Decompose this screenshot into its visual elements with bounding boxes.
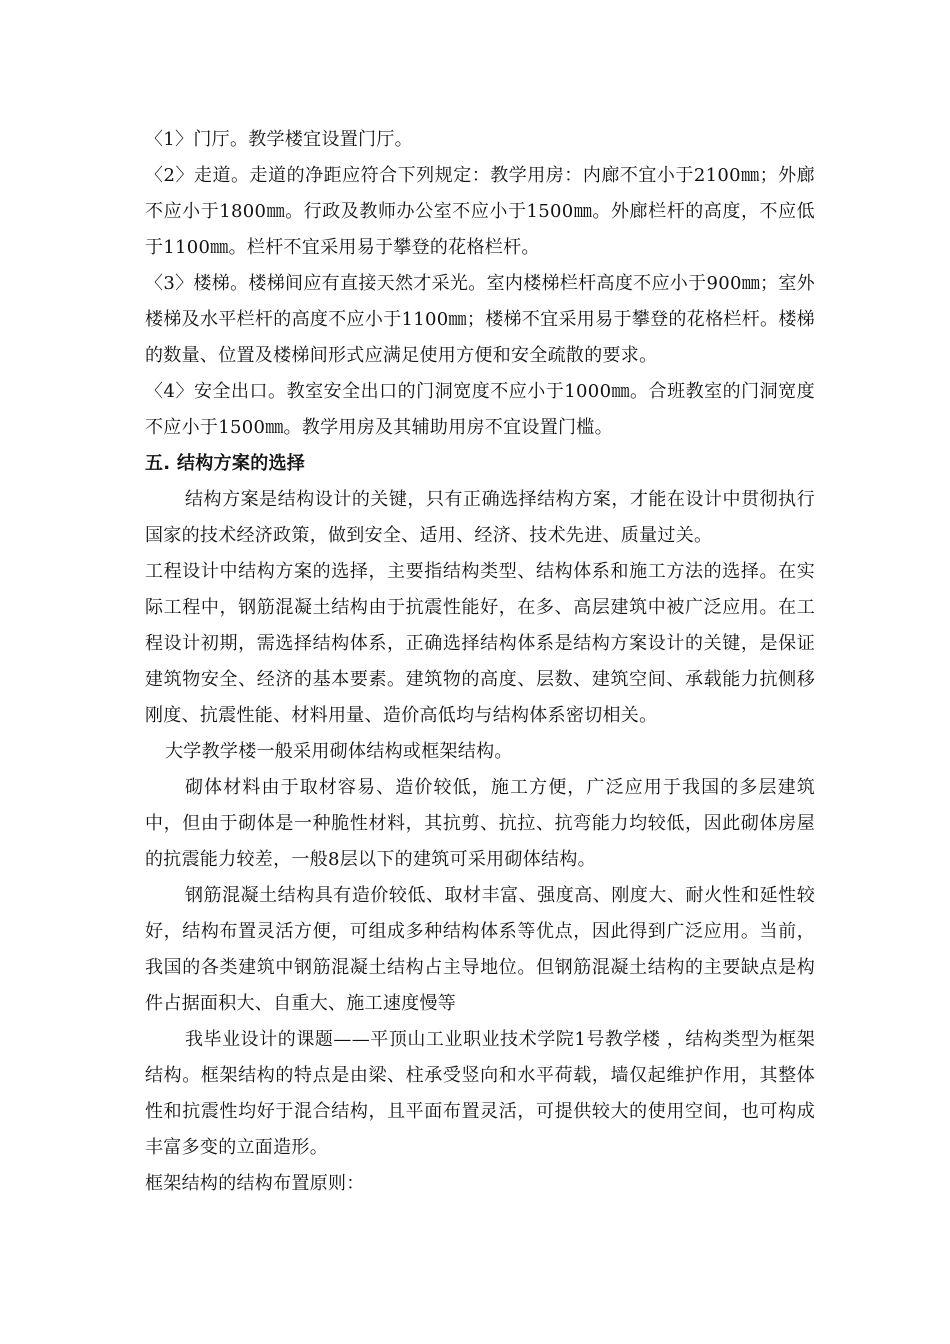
list-item-lobby: 〈1〉门厅。教学楼宜设置门厅。 [145, 129, 413, 150]
list-item-stairs: 〈3〉楼梯。楼梯间应有直接天然才采光。室内楼梯栏杆高度不应小于900㎜；室外楼梯及水平栏杆的高度不应小于1100㎜；楼梯不宜采用易于攀登的花格栏杆。楼梯的数量、位置及楼梯间形式应满足使用方便和安全疏散的要求。 [145, 273, 815, 366]
paragraph-3: 大学教学楼一般采用砌体结构或框架结构。 [165, 741, 513, 762]
list-item-exit: 〈4〉安全出口。教室安全出口的门洞宽度不应小于1000㎜。合班教室的门洞宽度不应小于1500㎜。教学用房及其辅助用房不宜设置门槛。 [145, 381, 815, 438]
document-body [145, 122, 815, 1202]
paragraph-4: 砌体材料由于取材容易、造价较低，施工方便，广泛应用于我国的多层建筑中，但由于砌体是一种脆性材料，其抗剪、抗拉、抗弯能力均较低，因此砌体房屋的抗震能力较差，一般8层以下的建筑可采用砌体结构。 [145, 777, 815, 870]
paragraph-5: 钢筋混凝土结构具有造价较低、取材丰富、强度高、刚度大、耐火性和延性较好，结构布置灵活方便，可组成多种结构体系等优点，因此得到广泛应用。当前，我国的各类建筑中钢筋混凝土结构占主导地位。但钢筋混凝土结构的主要缺点是构件占据面积大、自重大、施工速度慢等 [145, 885, 815, 1014]
list-item-corridor: 〈2〉走道。走道的净距应符合下列规定：教学用房：内廊不宜小于2100㎜；外廊不应小于1800㎜。行政及教师办公室不应小于1500㎜。外廊栏杆的高度，不应低于1100㎜。栏杆不宜采用易于攀登的花格栏杆。 [145, 165, 815, 258]
paragraph-6: 我毕业设计的课题——平顶山工业职业技术学院1号教学楼 ，结构类型为框架结构。框架结构的特点是由梁、柱承受竖向和水平荷载，墙仅起维护作用，其整体性和抗震性均好于混合结构，且平面布置灵活，可提供较大的使用空间，也可构成丰富多变的立面造形。 [145, 1029, 815, 1158]
paragraph-7: 框架结构的结构布置原则： [145, 1173, 365, 1194]
section-heading: 五. 结构方案的选择 [145, 453, 306, 474]
paragraph-1: 结构方案是结构设计的关键，只有正确选择结构方案，才能在设计中贯彻执行国家的技术经济政策，做到安全、适用、经济、技术先进、质量过关。 [145, 489, 815, 546]
paragraph-2: 工程设计中结构方案的选择，主要指结构类型、结构体系和施工方法的选择。在实际工程中，钢筋混凝土结构由于抗震性能好，在多、高层建筑中被广泛应用。在工程设计初期，需选择结构体系，正确选择结构体系是结构方案设计的关键，是保证建筑物安全、经济的基本要素。建筑物的高度、层数、建筑空间、承载能力抗侧移刚度、抗震性能、材料用量、造价高低均与结构体系密切相关。 [145, 561, 815, 726]
